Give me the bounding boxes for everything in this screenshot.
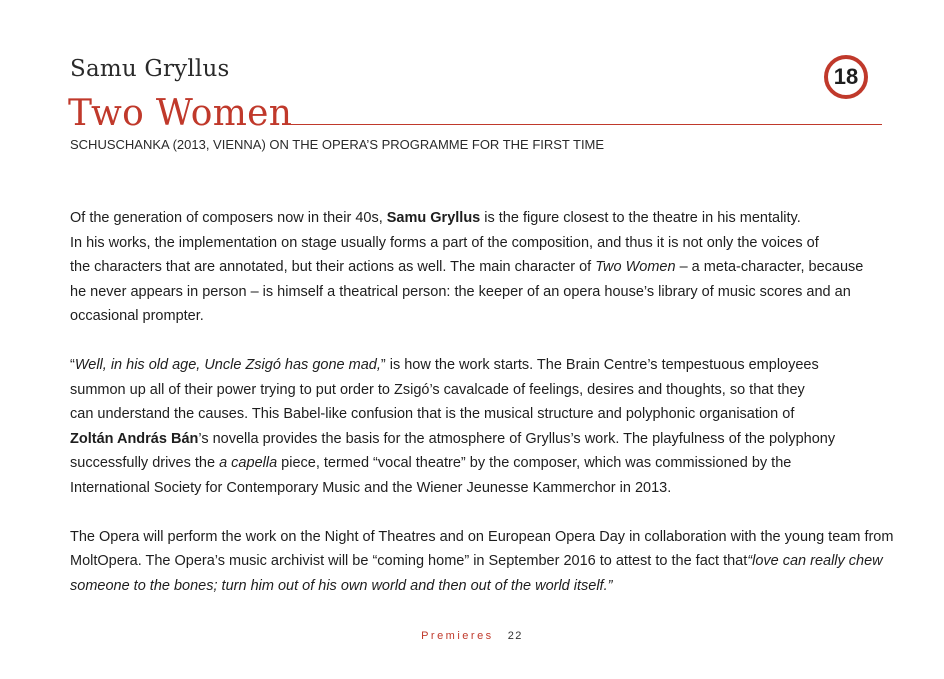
paragraph-1	[70, 206, 910, 329]
closing-quote-italic: “love can really chew	[747, 553, 883, 569]
composer-name-bold: Samu Gryllus	[386, 210, 481, 226]
text-line: occasional prompter.	[70, 308, 204, 324]
paragraph-3	[70, 525, 910, 599]
body-text	[70, 206, 910, 623]
page-title: Two Women	[68, 93, 293, 134]
text-line: In his works, the implementation on stage usually forms a part of the composition, and thus it is not only the voices of	[70, 234, 819, 251]
text-line: The Opera will perform the work on the Night of Theatres and on European Opera Day in collaboration with the young team from	[70, 528, 894, 545]
text-line: Of the generation of composers now in their 40s, Samu Gryllus is the figure closest to the theatre in his mentality.	[70, 210, 801, 226]
title-row	[68, 92, 882, 136]
a-capella-italic: a capella	[219, 455, 278, 471]
text-line: the characters that are annotated, but their actions as well. The main character of Two Women – a meta-character, because	[70, 259, 864, 275]
paragraph-2	[70, 353, 910, 500]
footer-page-number: 22	[507, 630, 523, 642]
text-line: International Society for Contemporary Music and the Wiener Jeunesse Kammerchor in 2013.	[70, 479, 672, 496]
subtitle: SCHUSCHANKA (2013, VIENNA) ON THE OPERA’S PROGRAMME FOR THE FIRST TIME	[70, 137, 605, 152]
page-footer	[0, 628, 944, 644]
text-line: can understand the causes. This Babel-like confusion that is the musical structure and polyphonic organisation of	[70, 406, 795, 422]
title-rule	[290, 124, 882, 125]
text-line: MoltOpera. The Opera’s music archivist will be “coming home” in September 2016 to attest to the fact that“love can really chew	[70, 553, 883, 569]
text-line: he never appears in person – is himself a theatrical person: the keeper of an opera house’s library of music scores and an	[70, 283, 851, 300]
text-line: “Well, in his old age, Uncle Zsigó has gone mad,” is how the work starts. The Brain Centre’s tempestuous employees	[70, 357, 819, 373]
text-line: someone to the bones; turn him out of his own world and then out of the world itself.”	[70, 577, 613, 594]
author-name-bold: Zoltán András Bán	[70, 430, 199, 447]
footer-section-label: Premieres	[421, 630, 494, 642]
quote-italic: Well, in his old age, Uncle Zsigó has gone mad,	[74, 357, 381, 373]
page-badge-number: 18	[833, 64, 859, 89]
work-title-italic: Two Women	[595, 259, 676, 275]
text-line: successfully drives the a capella piece, termed “vocal theatre” by the composer, which was commissioned by the	[70, 455, 792, 471]
text-line: summon up all of their power trying to put order to Zsigó’s cavalcade of feelings, desires and thoughts, so that they	[70, 381, 805, 398]
composer-name: Samu Gryllus	[70, 56, 230, 82]
text-line: Zoltán András Bán’s novella provides the basis for the atmosphere of Gryllus’s work. The playfulness of the polyphony	[70, 430, 836, 447]
